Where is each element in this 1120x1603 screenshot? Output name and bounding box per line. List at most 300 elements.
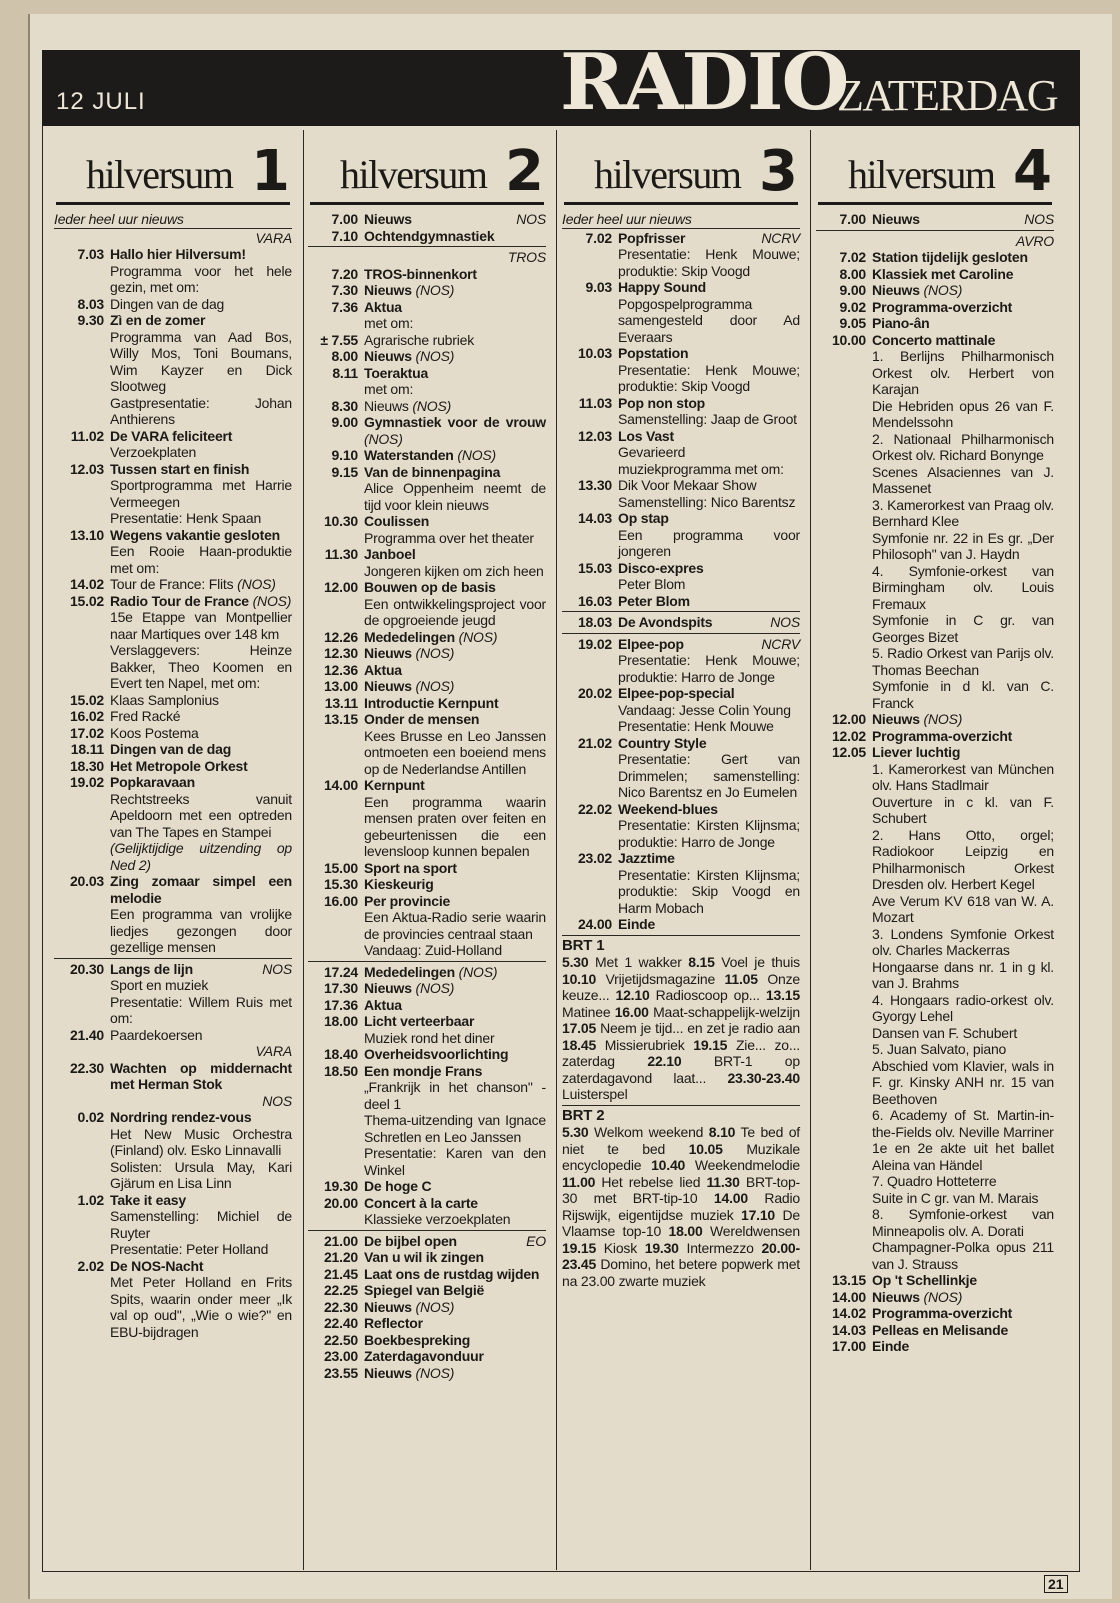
segment-title: Onze keuze... xyxy=(562,970,800,1003)
program-body xyxy=(364,282,546,299)
program-entry xyxy=(308,414,546,447)
program-time: 14.03 xyxy=(577,510,612,526)
column-divider xyxy=(810,130,811,1570)
program-entry xyxy=(562,850,800,916)
program-body xyxy=(364,1013,546,1046)
program-description: Samenstelling: Jaap de Groot xyxy=(618,411,797,427)
program-title: Agrarische rubriek xyxy=(364,331,474,348)
program-title: Zaterdagavonduur xyxy=(364,1348,484,1364)
program-description: Thema-uitzending van Ignace Schretlen en Leo Janssen xyxy=(364,1112,546,1145)
program-body xyxy=(364,1332,546,1349)
program-entry xyxy=(54,1027,292,1044)
program-time: 7.30 xyxy=(331,282,358,298)
program-title: Nieuws xyxy=(364,645,412,661)
segment-title: Missierubriek xyxy=(604,1036,685,1053)
section-schedule xyxy=(562,954,800,1103)
program-description: Rechtstreeks vanuit Apeldoorn met een optreden van The Tapes en Stampei xyxy=(110,790,292,840)
program-entry xyxy=(562,428,800,478)
segment-title: Het rebelse lied xyxy=(601,1173,701,1190)
program-description: Presentatie: Henk Spaan xyxy=(110,510,262,526)
program-time: 8.30 xyxy=(331,397,358,414)
segment-title: Zie... zo... zaterdag xyxy=(562,1036,800,1069)
program-body xyxy=(110,1027,292,1044)
segment-title: Weekendmelodie xyxy=(694,1157,800,1173)
program-title: Take it easy xyxy=(110,1191,186,1208)
program-body xyxy=(618,735,800,801)
program-description: 5. Juan Salvato, piano xyxy=(872,1041,1007,1057)
segment-time: 5.30 xyxy=(562,1124,589,1140)
program-body xyxy=(364,860,546,877)
program-time: 12.36 xyxy=(323,661,358,678)
program-title: Happy Sound xyxy=(618,279,707,295)
program-time: 8.00 xyxy=(331,348,358,364)
program-entry xyxy=(308,464,546,514)
divider xyxy=(308,1230,546,1231)
broadcaster-label: VARA xyxy=(255,1043,292,1059)
segment-time: 23.30-23.40 xyxy=(727,1069,800,1086)
program-body xyxy=(364,299,546,332)
program-body xyxy=(364,711,546,777)
divider xyxy=(562,1105,800,1106)
program-time: 11.03 xyxy=(578,394,612,411)
program-entry xyxy=(308,629,546,646)
page-header xyxy=(42,37,1080,128)
segment-time: 17.05 xyxy=(562,1020,597,1036)
program-broadcaster-note: (NOS) xyxy=(458,628,498,645)
program-title: Nieuws xyxy=(364,348,412,364)
program-title: Een mondje Frans xyxy=(364,1062,483,1079)
program-time: 17.30 xyxy=(323,980,358,996)
segment-title: Te bed of niet te bed xyxy=(562,1124,800,1157)
program-description: Verzoekplaten xyxy=(110,444,197,460)
program-title: Jazztime xyxy=(618,850,675,866)
program-title: Programma-overzicht xyxy=(872,298,1013,315)
program-body xyxy=(364,678,546,695)
segment-title: Wereldwensen xyxy=(710,1223,800,1239)
program-body xyxy=(872,299,1054,316)
broadcaster-label: NCRV xyxy=(761,635,800,652)
program-entry xyxy=(308,1365,546,1382)
program-body xyxy=(364,629,546,646)
program-title: Zì en de zomer xyxy=(110,312,206,328)
program-body xyxy=(364,348,546,365)
program-broadcaster-note: (NOS) xyxy=(923,282,963,298)
program-body xyxy=(364,211,546,228)
program-broadcaster-note: (NOS) xyxy=(237,576,276,592)
program-title: Weekend-blues xyxy=(618,800,718,817)
program-entry xyxy=(308,964,546,981)
program-time: 10.03 xyxy=(577,345,612,361)
program-time: 14.00 xyxy=(323,777,358,793)
program-title: Nieuws xyxy=(872,1288,920,1305)
program-body xyxy=(364,447,546,464)
program-time: 7.03 xyxy=(77,246,104,262)
program-description: Presentatie: Henk Mouwe; produktie: Harro de Jonge xyxy=(618,652,800,685)
section-schedule xyxy=(562,1124,800,1289)
program-entry xyxy=(308,1233,546,1250)
program-description: met om: xyxy=(364,315,414,331)
program-time: 9.03 xyxy=(585,279,612,295)
program-time: 18.40 xyxy=(323,1046,358,1062)
program-title: Popfrisser xyxy=(618,229,686,246)
program-title: Programma-overzicht xyxy=(872,1305,1013,1321)
program-entry xyxy=(562,593,800,610)
program-title: Nieuws xyxy=(872,711,920,727)
divider xyxy=(562,935,800,936)
program-description: Kees Brusse en Leo Janssen ontmoeten een boeiend mens op de Nederlandse Antillen xyxy=(364,727,546,777)
program-entry xyxy=(308,365,546,398)
program-entry xyxy=(308,980,546,997)
program-title: Hallo hier Hilversum! xyxy=(110,246,246,262)
program-title: De Avondspits xyxy=(618,614,713,630)
program-title: Programma-overzicht xyxy=(872,727,1013,744)
program-description: Programma voor het hele gezin, met om: xyxy=(110,262,292,295)
segment-time: 22.10 xyxy=(647,1053,682,1069)
program-title: De NOS-Nacht xyxy=(110,1257,204,1274)
program-entry xyxy=(308,711,546,777)
program-entry xyxy=(308,579,546,629)
hourly-news-note: Ieder heel uur nieuws xyxy=(562,211,800,229)
program-broadcaster-note: (NOS) xyxy=(415,1298,455,1315)
program-title: Einde xyxy=(618,916,656,932)
program-title: Nieuws xyxy=(364,980,412,996)
program-body xyxy=(110,1258,292,1341)
program-entry xyxy=(562,614,800,631)
program-entry xyxy=(816,249,1054,266)
program-entry xyxy=(308,876,546,893)
program-entry xyxy=(308,1178,546,1195)
program-title: Popstation xyxy=(618,345,689,361)
program-time: 8.11 xyxy=(332,364,358,381)
program-description: Muziek rond het diner xyxy=(364,1029,495,1046)
program-entry xyxy=(308,678,546,695)
program-time: 13.30 xyxy=(577,477,612,493)
program-entry xyxy=(308,1013,546,1046)
program-body xyxy=(364,1195,546,1228)
program-time: 21.00 xyxy=(323,1232,358,1249)
program-title: Liever luchtig xyxy=(872,744,961,760)
program-body xyxy=(110,961,292,1027)
divider xyxy=(308,961,546,962)
program-time: 18.03 xyxy=(577,614,612,630)
column-heading xyxy=(56,130,290,205)
program-body xyxy=(364,1365,546,1382)
segment-title: Radio Rijswijk, eigentijdse muziek xyxy=(562,1190,800,1223)
program-description: Ave Verum KV 618 van W. A. Mozart xyxy=(872,892,1054,925)
program-body xyxy=(364,365,546,398)
segment-title: De Vlaamse top-10 xyxy=(562,1206,800,1239)
program-body xyxy=(618,510,800,560)
program-description: „Frankrijk in het chanson" - deel 1 xyxy=(364,1079,546,1112)
program-body xyxy=(618,345,800,395)
segment-title: Muzikale encyclopedie xyxy=(562,1140,800,1173)
segment-time: 16.00 xyxy=(614,1003,649,1020)
program-time: 8.00 xyxy=(839,265,866,282)
program-description: Alice Oppenheim neemt de tijd voor klein nieuws xyxy=(364,480,546,513)
program-time: 7.02 xyxy=(585,229,612,246)
program-description: Presentatie: Kirsten Klijnsma; produktie: Skip Voogd en Harm Mobach xyxy=(618,866,800,916)
program-time: 14.02 xyxy=(69,576,104,592)
segment-title: Welkom weekend xyxy=(593,1124,704,1140)
column-divider xyxy=(556,130,557,1570)
program-entry xyxy=(308,513,546,546)
program-title: Tour de France: Flits xyxy=(110,576,234,592)
program-title: Ochtendgymnastiek xyxy=(364,227,495,244)
program-entry xyxy=(308,447,546,464)
program-body xyxy=(618,395,800,428)
program-time: 7.20 xyxy=(331,265,358,282)
program-description: Presentatie: Peter Holland xyxy=(110,1241,269,1257)
program-description: Samenstelling: Michiel de Ruyter xyxy=(110,1208,292,1241)
program-title: Pelleas en Melisande xyxy=(872,1321,1009,1338)
program-entry xyxy=(308,1063,546,1179)
program-time: 14.02 xyxy=(831,1305,866,1321)
program-time: 9.02 xyxy=(839,298,866,315)
program-entry xyxy=(562,801,800,851)
program-title: De hoge C xyxy=(364,1178,432,1194)
program-time: 18.50 xyxy=(323,1062,358,1079)
program-title: Janboel xyxy=(364,546,416,562)
program-entry xyxy=(562,685,800,735)
program-entry xyxy=(308,1315,546,1332)
program-entry xyxy=(816,1305,1054,1322)
program-time: 17.02 xyxy=(69,724,104,741)
program-title: Boekbespreking xyxy=(364,1331,471,1348)
program-body xyxy=(110,774,292,873)
segment-time: 17.10 xyxy=(740,1206,776,1223)
program-time: 13.15 xyxy=(323,711,358,727)
program-description: Scenes Alsaciennes van J. Massenet xyxy=(872,463,1054,496)
program-description: Presentatie: Gert van Drimmelen; samenstelling: Nico Barentsz en Jo Eumelen xyxy=(618,751,800,800)
program-body xyxy=(110,1060,292,1093)
program-title: Station tijdelijk gesloten xyxy=(872,249,1028,265)
program-time: 16.00 xyxy=(323,892,358,909)
program-title: Pop non stop xyxy=(618,394,706,411)
segment-time: 14.00 xyxy=(713,1190,748,1206)
program-title: Elpee-pop-special xyxy=(618,685,735,701)
program-body xyxy=(364,1063,546,1179)
program-entry xyxy=(308,1046,546,1063)
program-time: 12.00 xyxy=(831,711,866,727)
segment-time: 19.15 xyxy=(693,1036,728,1053)
program-body xyxy=(364,964,546,981)
program-entry xyxy=(308,662,546,679)
column-heading xyxy=(564,130,798,205)
program-time: 9.15 xyxy=(331,463,358,480)
divider xyxy=(54,958,292,959)
program-entry xyxy=(308,266,546,283)
station-name: hilversum xyxy=(340,152,487,197)
program-time: 14.00 xyxy=(831,1288,866,1305)
station-number: 2 xyxy=(505,139,544,204)
program-title: Overheidsvoorlichting xyxy=(364,1046,509,1062)
program-entry xyxy=(816,1338,1054,1355)
segment-time: 13.15 xyxy=(765,987,800,1003)
broadcaster-label: EO xyxy=(526,1232,546,1249)
header-date: 12 JULI xyxy=(56,88,146,115)
divider xyxy=(816,230,1054,231)
program-description: Suite in C gr. van M. Marais xyxy=(872,1189,1039,1206)
program-description: Symfonie nr. 22 in Es gr. „Der Philosoph" van J. Haydn xyxy=(872,529,1054,562)
program-body xyxy=(872,1305,1054,1322)
program-title: Fred Racké xyxy=(110,708,181,724)
program-title: Op stap xyxy=(618,510,669,526)
program-entry xyxy=(308,228,546,245)
program-title: Tussen start en finish xyxy=(110,460,250,477)
program-time: 17.24 xyxy=(323,963,358,980)
program-time: 15.02 xyxy=(69,691,104,708)
program-time: 1.02 xyxy=(77,1191,104,1208)
program-body xyxy=(618,279,800,345)
program-title: Van de binnenpagina xyxy=(364,463,501,480)
program-title: Laat ons de rustdag wijden xyxy=(364,1265,540,1282)
program-title: Aktua xyxy=(364,996,402,1013)
program-entry xyxy=(54,873,292,956)
program-broadcaster-note: (NOS) xyxy=(415,678,455,694)
segment-title: Neem je tijd... en zet je radio aan xyxy=(600,1020,800,1036)
program-time: 20.02 xyxy=(577,685,612,701)
program-title: De VARA feliciteert xyxy=(110,427,233,444)
program-broadcaster-note: (NOS) xyxy=(923,1288,963,1305)
program-entry xyxy=(54,774,292,873)
program-description: Een Rooie Haan-produktie met om: xyxy=(110,543,292,576)
program-title: De bijbel open xyxy=(364,1232,457,1249)
program-time: 13.15 xyxy=(831,1272,866,1288)
program-body xyxy=(618,801,800,851)
program-entry xyxy=(816,299,1054,316)
program-time: 10.30 xyxy=(323,513,358,529)
program-description: 1. Kamerorkest van München olv. Hans Stadlmair xyxy=(872,760,1054,793)
program-entry xyxy=(308,1332,546,1349)
section-title: BRT 1 xyxy=(562,936,605,954)
program-time: 15.00 xyxy=(323,859,358,876)
program-description: 1e en 2e akte uit het ballet Aleina van Händel xyxy=(872,1140,1054,1173)
program-title: Koos Postema xyxy=(110,724,199,741)
program-body xyxy=(110,1109,292,1192)
program-time: 11.02 xyxy=(70,427,104,444)
divider xyxy=(562,633,800,634)
program-body xyxy=(110,428,292,461)
program-title: Los Vast xyxy=(618,427,674,444)
program-description: 7. Quadro Hotteterre xyxy=(872,1173,997,1189)
program-description: Solisten: Ursula May, Kari Gjärum en Lisa Linn xyxy=(110,1158,292,1191)
program-title: Nieuws xyxy=(364,397,409,414)
program-title: Paardekoersen xyxy=(110,1026,203,1043)
program-description: Hongaarse dans nr. 1 in g kl. van J. Brahms xyxy=(872,958,1054,991)
program-body xyxy=(872,744,1054,1272)
segment-title: Maat-schappelijk-welzijn xyxy=(653,1003,800,1020)
program-title: Bouwen op de basis xyxy=(364,579,496,595)
program-body xyxy=(872,249,1054,266)
column-heading xyxy=(818,130,1052,205)
program-entry xyxy=(308,1299,546,1316)
program-time: 9.00 xyxy=(331,414,358,430)
program-entry xyxy=(562,510,800,560)
program-time: 12.00 xyxy=(323,579,358,595)
program-body xyxy=(110,576,292,593)
program-list xyxy=(814,211,1056,1355)
program-entry xyxy=(308,348,546,365)
station-number: 3 xyxy=(759,139,798,204)
program-entry xyxy=(54,1109,292,1192)
program-title: Coulissen xyxy=(364,513,430,529)
segment-time: 8.15 xyxy=(688,954,715,970)
program-broadcaster-note: (NOS) xyxy=(415,348,455,364)
program-body xyxy=(110,461,292,527)
program-time: 13.00 xyxy=(323,678,358,694)
program-body xyxy=(872,282,1054,299)
program-entry xyxy=(562,636,800,686)
program-entry xyxy=(816,744,1054,1272)
station-number: 4 xyxy=(1013,139,1052,204)
program-entry xyxy=(308,211,546,228)
program-entry xyxy=(562,916,800,933)
program-body xyxy=(364,1348,546,1365)
program-body xyxy=(872,1322,1054,1339)
segment-time: 20.00-23.45 xyxy=(562,1239,800,1272)
program-broadcaster-note: (NOS) xyxy=(364,430,403,447)
program-body xyxy=(618,685,800,735)
program-entry xyxy=(816,1272,1054,1289)
program-entry xyxy=(308,1266,546,1283)
segment-title: Radioscoop op... xyxy=(655,987,760,1003)
program-time: 20.30 xyxy=(69,960,104,977)
program-time: 2.02 xyxy=(77,1257,104,1274)
program-body xyxy=(364,1266,546,1283)
program-title: Het Metropole Orkest xyxy=(110,757,248,774)
program-entry xyxy=(816,266,1054,283)
program-body xyxy=(364,1249,546,1266)
program-time: 9.10 xyxy=(331,447,358,463)
program-broadcaster-note: (NOS) xyxy=(415,1364,455,1381)
station-name: hilversum xyxy=(86,152,233,197)
program-time: 22.30 xyxy=(323,1298,358,1315)
program-title: Radio Tour de France xyxy=(110,592,249,609)
program-description: Popgospelprogramma samengesteld door Ad Everaars xyxy=(618,295,800,345)
program-description: Een programma van vrolijke liedjes gezongen door gezellige mensen xyxy=(110,906,292,955)
program-body xyxy=(618,916,800,933)
program-entry xyxy=(54,593,292,692)
program-title: Nieuws xyxy=(364,678,412,694)
program-entry xyxy=(562,395,800,428)
program-description: Een programma waarin mensen praten over feiten en gebeurtenissen die een levensloop kunnen bepalen xyxy=(364,793,546,859)
program-description: Peter Blom xyxy=(618,576,686,592)
program-body xyxy=(364,464,546,514)
program-body xyxy=(618,850,800,916)
program-title: Kieskeurig xyxy=(364,876,434,892)
program-body xyxy=(364,1046,546,1063)
program-title: Licht verteerbaar xyxy=(364,1013,475,1029)
program-broadcaster-note: (NOS) xyxy=(415,980,455,996)
program-time: 18.11 xyxy=(70,741,104,757)
program-body xyxy=(110,741,292,758)
program-title: TROS-binnenkort xyxy=(364,265,477,282)
program-time: 7.10 xyxy=(331,227,358,244)
program-time: 23.55 xyxy=(323,1364,358,1381)
program-entry xyxy=(308,777,546,860)
program-time: 12.30 xyxy=(323,645,358,661)
program-time: 22.50 xyxy=(323,1331,358,1348)
program-entry xyxy=(54,461,292,527)
program-title: Nieuws xyxy=(364,282,412,298)
program-title: Op 't Schellinkje xyxy=(872,1272,977,1288)
station-column-hilversum-2 xyxy=(306,130,548,1560)
program-time: 15.03 xyxy=(577,559,612,576)
program-title: Wegens vakantie gesloten xyxy=(110,526,281,543)
program-title: Klassiek met Caroline xyxy=(872,265,1014,282)
program-body xyxy=(872,1272,1054,1289)
program-broadcaster-note: (NOS) xyxy=(252,592,292,609)
